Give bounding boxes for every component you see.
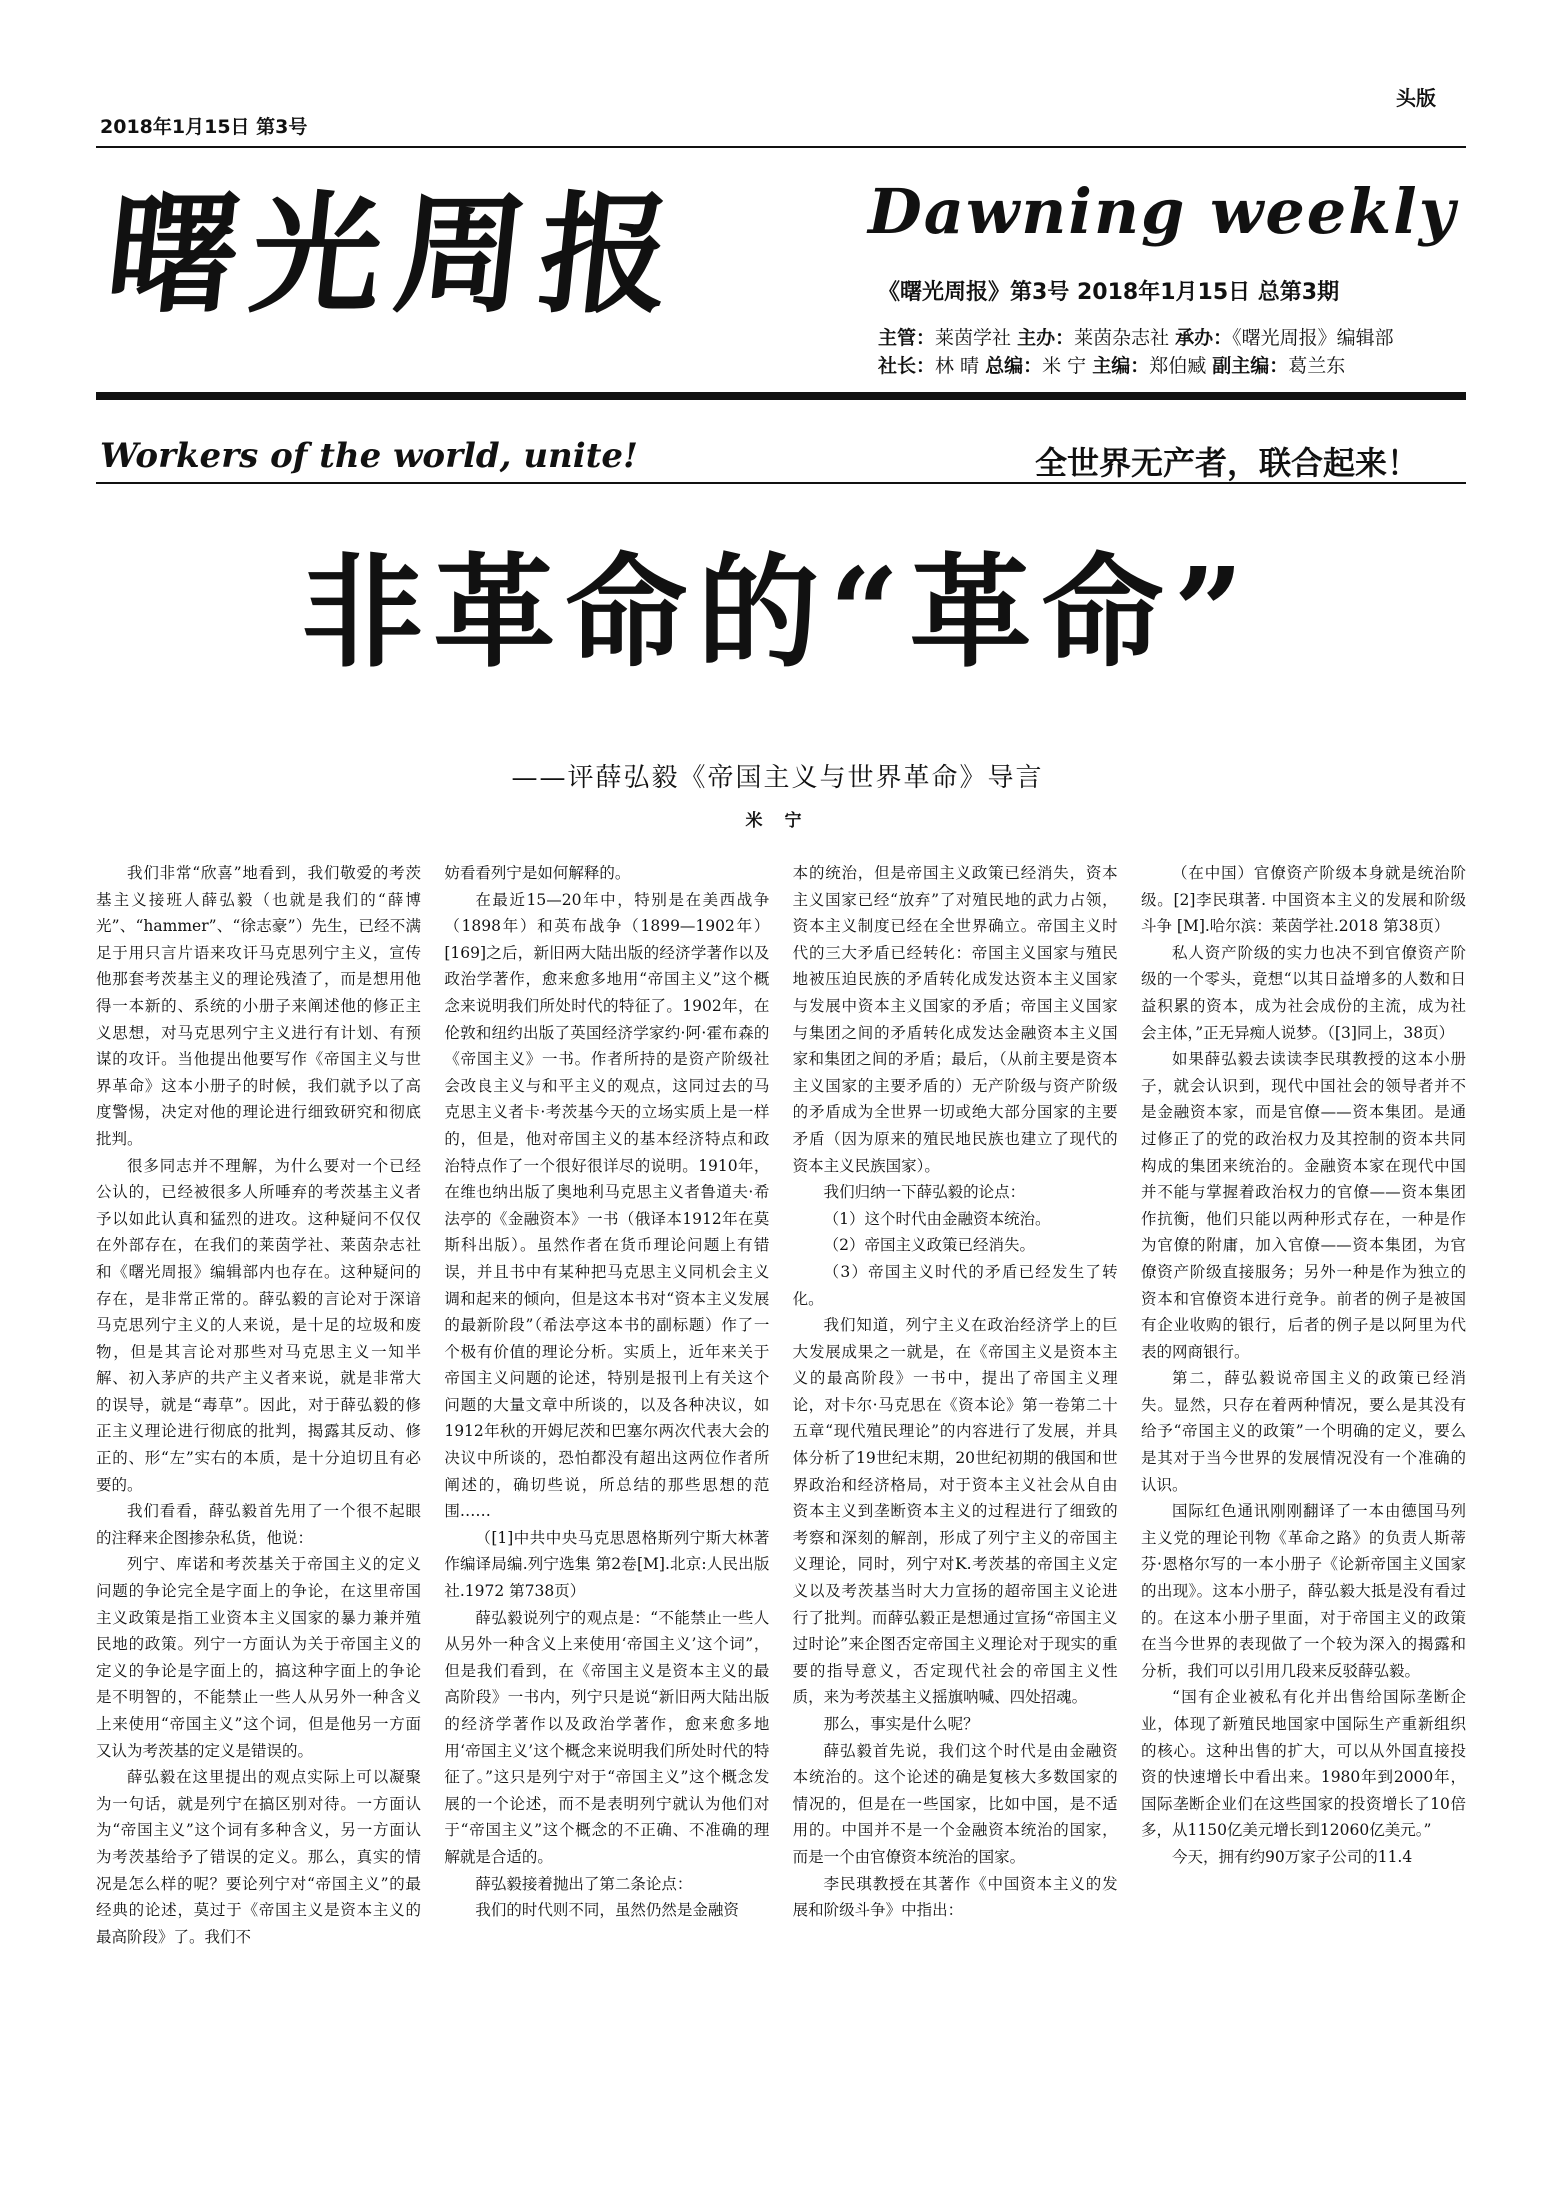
paragraph: 薛弘毅在这里提出的观点实际上可以凝聚为一句话，就是列宁在搞区别对待。一方面认为“帝国主义”这个词有多种含义，另一方面认为考茨基给予了错误的定义。那么，真实的情况是怎么样的呢？要论列宁对“帝国主义”的最经典的论述，莫过于《帝国主义是资本主义的最高阶段》了。我们不 <box>96 1768 421 1946</box>
issue-line: 《曙光周报》第3号 2018年1月15日 总第3期 <box>878 280 1340 305</box>
staff-value: 《曙光周报》编辑部 <box>1232 327 1394 349</box>
staff-label: 社长： <box>878 355 936 377</box>
paragraph: 很多同志并不理解，为什么要对一个已经公认的，已经被很多人所唾弃的考茨基主义者予以如此认真和猛烈的进攻。这种疑问不仅仅在外部存在，在我们的莱茵学社、莱茵杂志社和《曙光周报》编辑部内也存在。这种疑问的存在，是非常正常的。薛弘毅的言论对于深谙马克思列宁主义的人来说，是十足的垃圾和废物，但是其言论对那些对马克思主义一知半解、初入茅庐的共产主义者来说，就是非常大的误导，就是“毒草”。因此，对于薛弘毅的修正主义理论进行彻底的批判，揭露其反动、修正的、形“左”实右的本质，是十分迫切且有必要的。 <box>96 1156 421 1494</box>
paragraph: 薛弘毅说列宁的观点是：“不能禁止一些人从另外一种含义上来使用‘帝国主义’这个词”，但是我们看到，在《帝国主义是资本主义的最高阶段》一书内，列宁只是说“新旧两大陆出版的经济学著作以及政治学著作，愈来愈多地用‘帝国主义’这个概念来说明我们所处时代的特征了。”这只是列宁对于“帝国主义”这个概念发展的一个论述，而不是表明列宁就认为他们对于“帝国主义”这个概念的不正确、不准确的理解就是合适的。 <box>444 1608 770 1866</box>
paragraph: 薛弘毅接着抛出了第二条论点： <box>475 1874 693 1893</box>
staff-value: 林 晴 <box>935 355 986 377</box>
paragraph: 国际红色通讯刚刚翻译了一本由德国马列主义党的理论刊物《革命之路》的负责人斯蒂芬·恩格尔写的一本小册子《论新帝国主义国家的出现》。这本小册子，薛弘毅大抵是没有看过的。在这本小册子里面，对于帝国主义的政策在当今世界的表现做了一个较为深入的揭露和分析，我们可以引用几段来反驳薛弘毅。 <box>1140 1502 1466 1680</box>
motto-english: Workers of the world, unite! <box>100 436 638 476</box>
citation: （[1]中共中央马克思恩格斯列宁斯大林著作编译局编.列宁选集 第2卷[M].北京:人民出版社.1972 第738页） <box>444 1528 770 1601</box>
article-column-4 <box>1141 860 1466 2160</box>
masthead-title: 曙光周报 <box>100 178 693 331</box>
paragraph: 我们非常“欣喜”地看到，我们敬爱的考茨基主义接班人薛弘毅（也就是我们的“薛博光”、“hammer”、“徐志豪”）先生，已经不满足于用只言片语来攻讦马克思列宁主义，宣传他那套考茨基主义的理论残渣了，而是想用他得一本新的、系统的小册子来阐述他的修正主义思想，对马克思列宁主义进行有计划、有预谋的攻讦。当他提出他要写作《帝国主义与世界革命》这本小册子的时候，我们就予以了高度警惕，决定对他的理论进行细致研究和彻底批判。 <box>96 864 421 1148</box>
motto-chinese: 全世界无产者，联合起来！ <box>1035 444 1420 482</box>
staff-label: 副主编： <box>1212 355 1289 377</box>
staff-value: 葛兰东 <box>1288 355 1346 377</box>
motto-rule <box>96 482 1466 484</box>
article-column-3 <box>793 860 1118 2160</box>
staff-label: 承办： <box>1175 327 1233 349</box>
staff-value: 郑伯臧 <box>1149 355 1213 377</box>
paragraph: 今天，拥有约90万家子公司的11.4 <box>1171 1847 1413 1866</box>
list-item: （2）帝国主义政策已经消失。 <box>823 1236 1036 1255</box>
paragraph: 如果薛弘毅去读读李民琪教授的这本小册子，就会认识到，现代中国社会的领导者并不是金融资本家，而是官僚——资本集团。是通过修正了的党的政治权力及其控制的资本共同构成的集团来统治的。金融资本家在现代中国并不能与掌握着政治权力的官僚——资本集团作抗衡，他们只能以两种形式存在，一种是作为官僚的附庸，加入官僚——资本集团，为官僚资产阶级直接服务；另外一种是作为独立的资本和官僚资本进行竞争。前者的例子是被国有企业收购的银行，后者的例子是以阿里为代表的网商银行。 <box>1140 1050 1466 1361</box>
staff-label: 主管： <box>878 327 936 349</box>
staff-label: 总编： <box>985 355 1043 377</box>
staff-value: 莱茵杂志社 <box>1074 327 1176 349</box>
list-item: （1）这个时代由金融资本统治。 <box>823 1209 1051 1228</box>
paragraph: 我们看看，薛弘毅首先用了一个很不起眼的注释来企图掺杂私货，他说： <box>96 1502 421 1547</box>
list-item: （3）帝国主义时代的矛盾已经发生了转化。 <box>792 1262 1118 1308</box>
header-rule <box>96 146 1466 148</box>
article-headline: 非革命的“革命” <box>301 540 1254 684</box>
paragraph: 我们归纳一下薛弘毅的论点： <box>823 1183 1026 1202</box>
section-label: 头版 <box>1396 86 1436 110</box>
article-column-2 <box>444 860 769 2160</box>
paragraph-quote: 我们的时代则不同，虽然仍然是金融资 <box>475 1901 739 1920</box>
paragraph: 李民琪教授在其著作《中国资本主义的发展和阶级斗争》中指出： <box>792 1874 1118 1920</box>
paragraph: 妨看看列宁是如何解释的。 <box>444 864 631 882</box>
paragraph-quote: （在中国）官僚资产阶级本身就是统治阶级。[2]李民琪著. 中国资本主义的发展和阶级斗争 [M].哈尔滨：莱茵学社.2018 第38页） <box>1140 864 1466 936</box>
paragraph: 那么，事实是什么呢？ <box>823 1715 979 1733</box>
staff-label: 主编： <box>1092 355 1150 377</box>
paragraph: 第二，薛弘毅说帝国主义的政策已经消失。显然，只存在着两种情况，要么是其没有给予“帝国主义的政策”一个明确的定义，要么是其对于当今世界的发展情况没有一个准确的认识。 <box>1140 1369 1466 1494</box>
paragraph-quote: 本的统治，但是帝国主义政策已经消失，资本主义国家已经“放弃”了对殖民地的武力占领，资本主义制度已经在全世界确立。帝国主义时代的三大矛盾已经转化：帝国主义国家与殖民地被压迫民族的矛盾转化成发达资本主义国家与发展中资本主义国家的矛盾；帝国主义国家与集团之间的矛盾转化成发达金融资本主义国家和集团之间的矛盾；最后，（从前主要是资本主义国家的主要矛盾的）无产阶级与资产阶级的矛盾成为全世界一切或绝大部分国家的主要矛盾（因为原来的殖民地民族也建立了现代的资本主义民族国家）。 <box>792 864 1118 1175</box>
article-column-1 <box>96 860 421 2160</box>
paragraph: 薛弘毅首先说，我们这个时代是由金融资本统治的。这个论述的确是复核大多数国家的情况的，但是在一些国家，比如中国，是不适用的。中国并不是一个金融资本统治的国家，而是一个由官僚资本统治的国家。 <box>792 1741 1118 1866</box>
staff-label: 主办： <box>1017 327 1075 349</box>
paragraph-quote: 在最近15—20年中，特别是在美西战争（1898年）和英布战争（1899—1902年）[169]之后，新旧两大陆出版的经济学著作以及政治学著作，愈来愈多地用“帝国主义”这个概念来说明我们所处时代的特征了。1902年，在伦敦和纽约出版了英国经济学家约·阿·霍布森的《帝国主义》一书。作者所持的是资产阶级社会改良主义与和平主义的观点，这同过去的马克思主义者卡·考茨基今天的立场实质上是一样的，但是，他对帝国主义的基本经济特点和政治特点作了一个很好很详尽的说明。1910年，在维也纳出版了奥地利马克思主义者鲁道夫·希法亭的《金融资本》一书（俄译本1912年在莫斯科出版）。虽然作者在货币理论问题上有错误，并且书中有某种把马克思主义同机会主义调和起来的倾向，但是这本书对“资本主义发展的最新阶段”（希法亭这本书的副标题）作了一个极有价值的理论分析。实质上，近年来关于帝国主义问题的论述，特别是报刊上有关这个问题的大量文章中所谈的，以及各种决议，如1912年秋的开姆尼茨和巴塞尔两次代表大会的决议中所谈的，恐怕都没有超出这两位作者所阐述的，确切些说，所总结的那些思想的范围…… <box>444 890 770 1521</box>
staff-value: 米 宁 <box>1042 355 1093 377</box>
paragraph-quote: 列宁、库诺和考茨基关于帝国主义的定义问题的争论完全是字面上的争论，在这里帝国主义政策是指工业资本主义国家的暴力兼并殖民地的政策。列宁一方面认为关于帝国主义的定义的争论是字面上的，搞这种字面上的争论是不明智的，不能禁止一些人从另外一种含义上来使用“帝国主义”这个词，但是他另一方面又认为考茨基的定义是错误的。 <box>96 1555 421 1760</box>
article-subheadline: ——评薛弘毅《帝国主义与世界革命》导言 <box>511 763 1044 793</box>
staff-line-2 <box>878 353 1345 379</box>
staff-line-1 <box>878 325 1394 351</box>
masthead-english-title: Dawning weekly <box>868 175 1457 248</box>
paragraph: 我们知道，列宁主义在政治经济学上的巨大发展成果之一就是，在《帝国主义是资本主义的最高阶段》一书中，提出了帝国主义理论，对卡尔·马克思在《资本论》第一卷第二十五章“现代殖民理论”的内容进行了发展，并具体分析了19世纪末期，20世纪初期的俄国和世界政治和经济格局，对于资本主义社会从自由资本主义到垄断资本主义的过程进行了细致的考察和深刻的解剖，形成了列宁主义的帝国主义理论，同时，列宁对K.考茨基的帝国主义定义以及考茨基当时大力宣扬的超帝国主义论进行了批判。而薛弘毅正是想通过宣扬“帝国主义过时论”来企图否定帝国主义理论对于现实的重要的指导意义，否定现代社会的帝国主义性质，来为考茨基主义摇旗呐喊、四处招魂。 <box>792 1316 1118 1707</box>
masthead-rule <box>96 392 1466 400</box>
paragraph-quote: “国有企业被私有化并出售给国际垄断企业，体现了新殖民地国家中国际生产重新组织的核心。这种出售的扩大，可以从外国直接投资的快速增长中看出来。1980年到2000年，国际垄断企业们在这些国家的投资增长了10倍多，从1150亿美元增长到12060亿美元。” <box>1140 1688 1466 1840</box>
paragraph-quote: 私人资产阶级的实力也决不到官僚资产阶级的一个零头，竟想“以其日益增多的人数和日益积累的资本，成为社会成份的主流，成为社会主体，”正无异痴人说梦。（[3]同上，38页） <box>1140 943 1466 1042</box>
article-author: 米 宁 <box>745 811 810 831</box>
staff-value: 莱茵学社 <box>935 327 1018 349</box>
issue-date: 2018年1月15日 第3号 <box>100 116 308 138</box>
article-body <box>96 860 1466 2160</box>
